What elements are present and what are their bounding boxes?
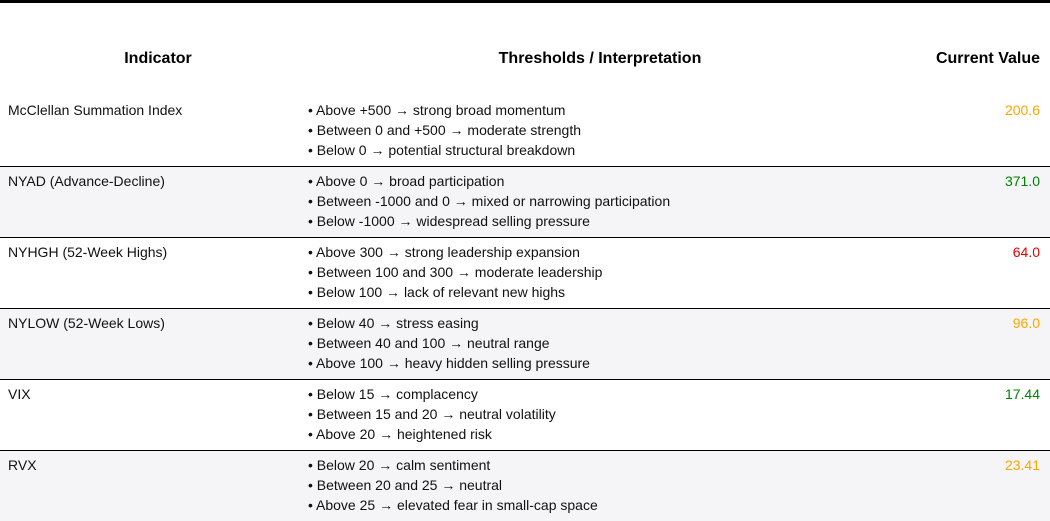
threshold-line: • Above 300 → strong leadership expansion [308,244,580,260]
threshold-line: • Above 25 → elevated fear in small-cap space [308,497,598,513]
indicator-name: NYAD (Advance-Decline) [8,173,165,189]
table-header-row [0,3,1050,96]
threshold-line: • Between 20 and 25 → neutral [308,477,503,493]
indicator-name: VIX [8,386,31,402]
current-value: 371.0 [1004,173,1040,189]
table-row [0,166,1050,237]
threshold-line: • Above +500 → strong broad momentum [308,102,566,118]
threshold-line: • Between 15 and 20 → neutral volatility [308,406,556,422]
threshold-list [308,313,892,373]
threshold-list [308,384,892,444]
table-row [0,96,1050,166]
threshold-list [308,455,892,515]
table-row [0,379,1050,450]
threshold-line: • Below 20 → calm sentiment [308,457,491,473]
threshold-line: • Between 40 and 100 → neutral range [308,335,550,351]
table-row [0,450,1050,521]
threshold-list [308,100,892,160]
current-value: 64.0 [1012,244,1040,260]
indicator-name: NYLOW (52-Week Lows) [8,315,165,331]
threshold-line: • Above 20 → heightened risk [308,426,492,442]
threshold-line: • Above 0 → broad participation [308,173,505,189]
threshold-list [308,171,892,231]
table-body [0,96,1050,521]
threshold-line: • Between -1000 and 0 → mixed or narrowing participation [308,193,671,209]
indicator-name: RVX [8,457,37,473]
table-row [0,237,1050,308]
column-header-indicator: Indicator [124,50,192,67]
threshold-list [308,242,892,302]
threshold-line: • Between 100 and 300 → moderate leadership [308,264,603,280]
threshold-line: • Below 15 → complacency [308,386,478,402]
column-header-current-value: Current Value [935,50,1040,67]
indicator-name: NYHGH (52-Week Highs) [8,244,168,260]
threshold-line: • Between 0 and +500 → moderate strength [308,122,582,138]
threshold-line: • Below 40 → stress easing [308,315,479,331]
current-value: 96.0 [1012,315,1040,331]
indicator-name: McClellan Summation Index [8,102,183,118]
current-value: 17.44 [1004,386,1040,402]
threshold-line: • Below -1000 → widespread selling pressure [308,213,590,229]
threshold-line: • Above 100 → heavy hidden selling pressure [308,355,590,371]
threshold-line: • Below 0 → potential structural breakdown [308,142,576,158]
current-value: 23.41 [1004,457,1040,473]
column-header-thresholds: Thresholds / Interpretation [498,50,702,67]
threshold-line: • Below 100 → lack of relevant new highs [308,284,566,300]
table-row [0,308,1050,379]
current-value: 200.6 [1004,102,1040,118]
